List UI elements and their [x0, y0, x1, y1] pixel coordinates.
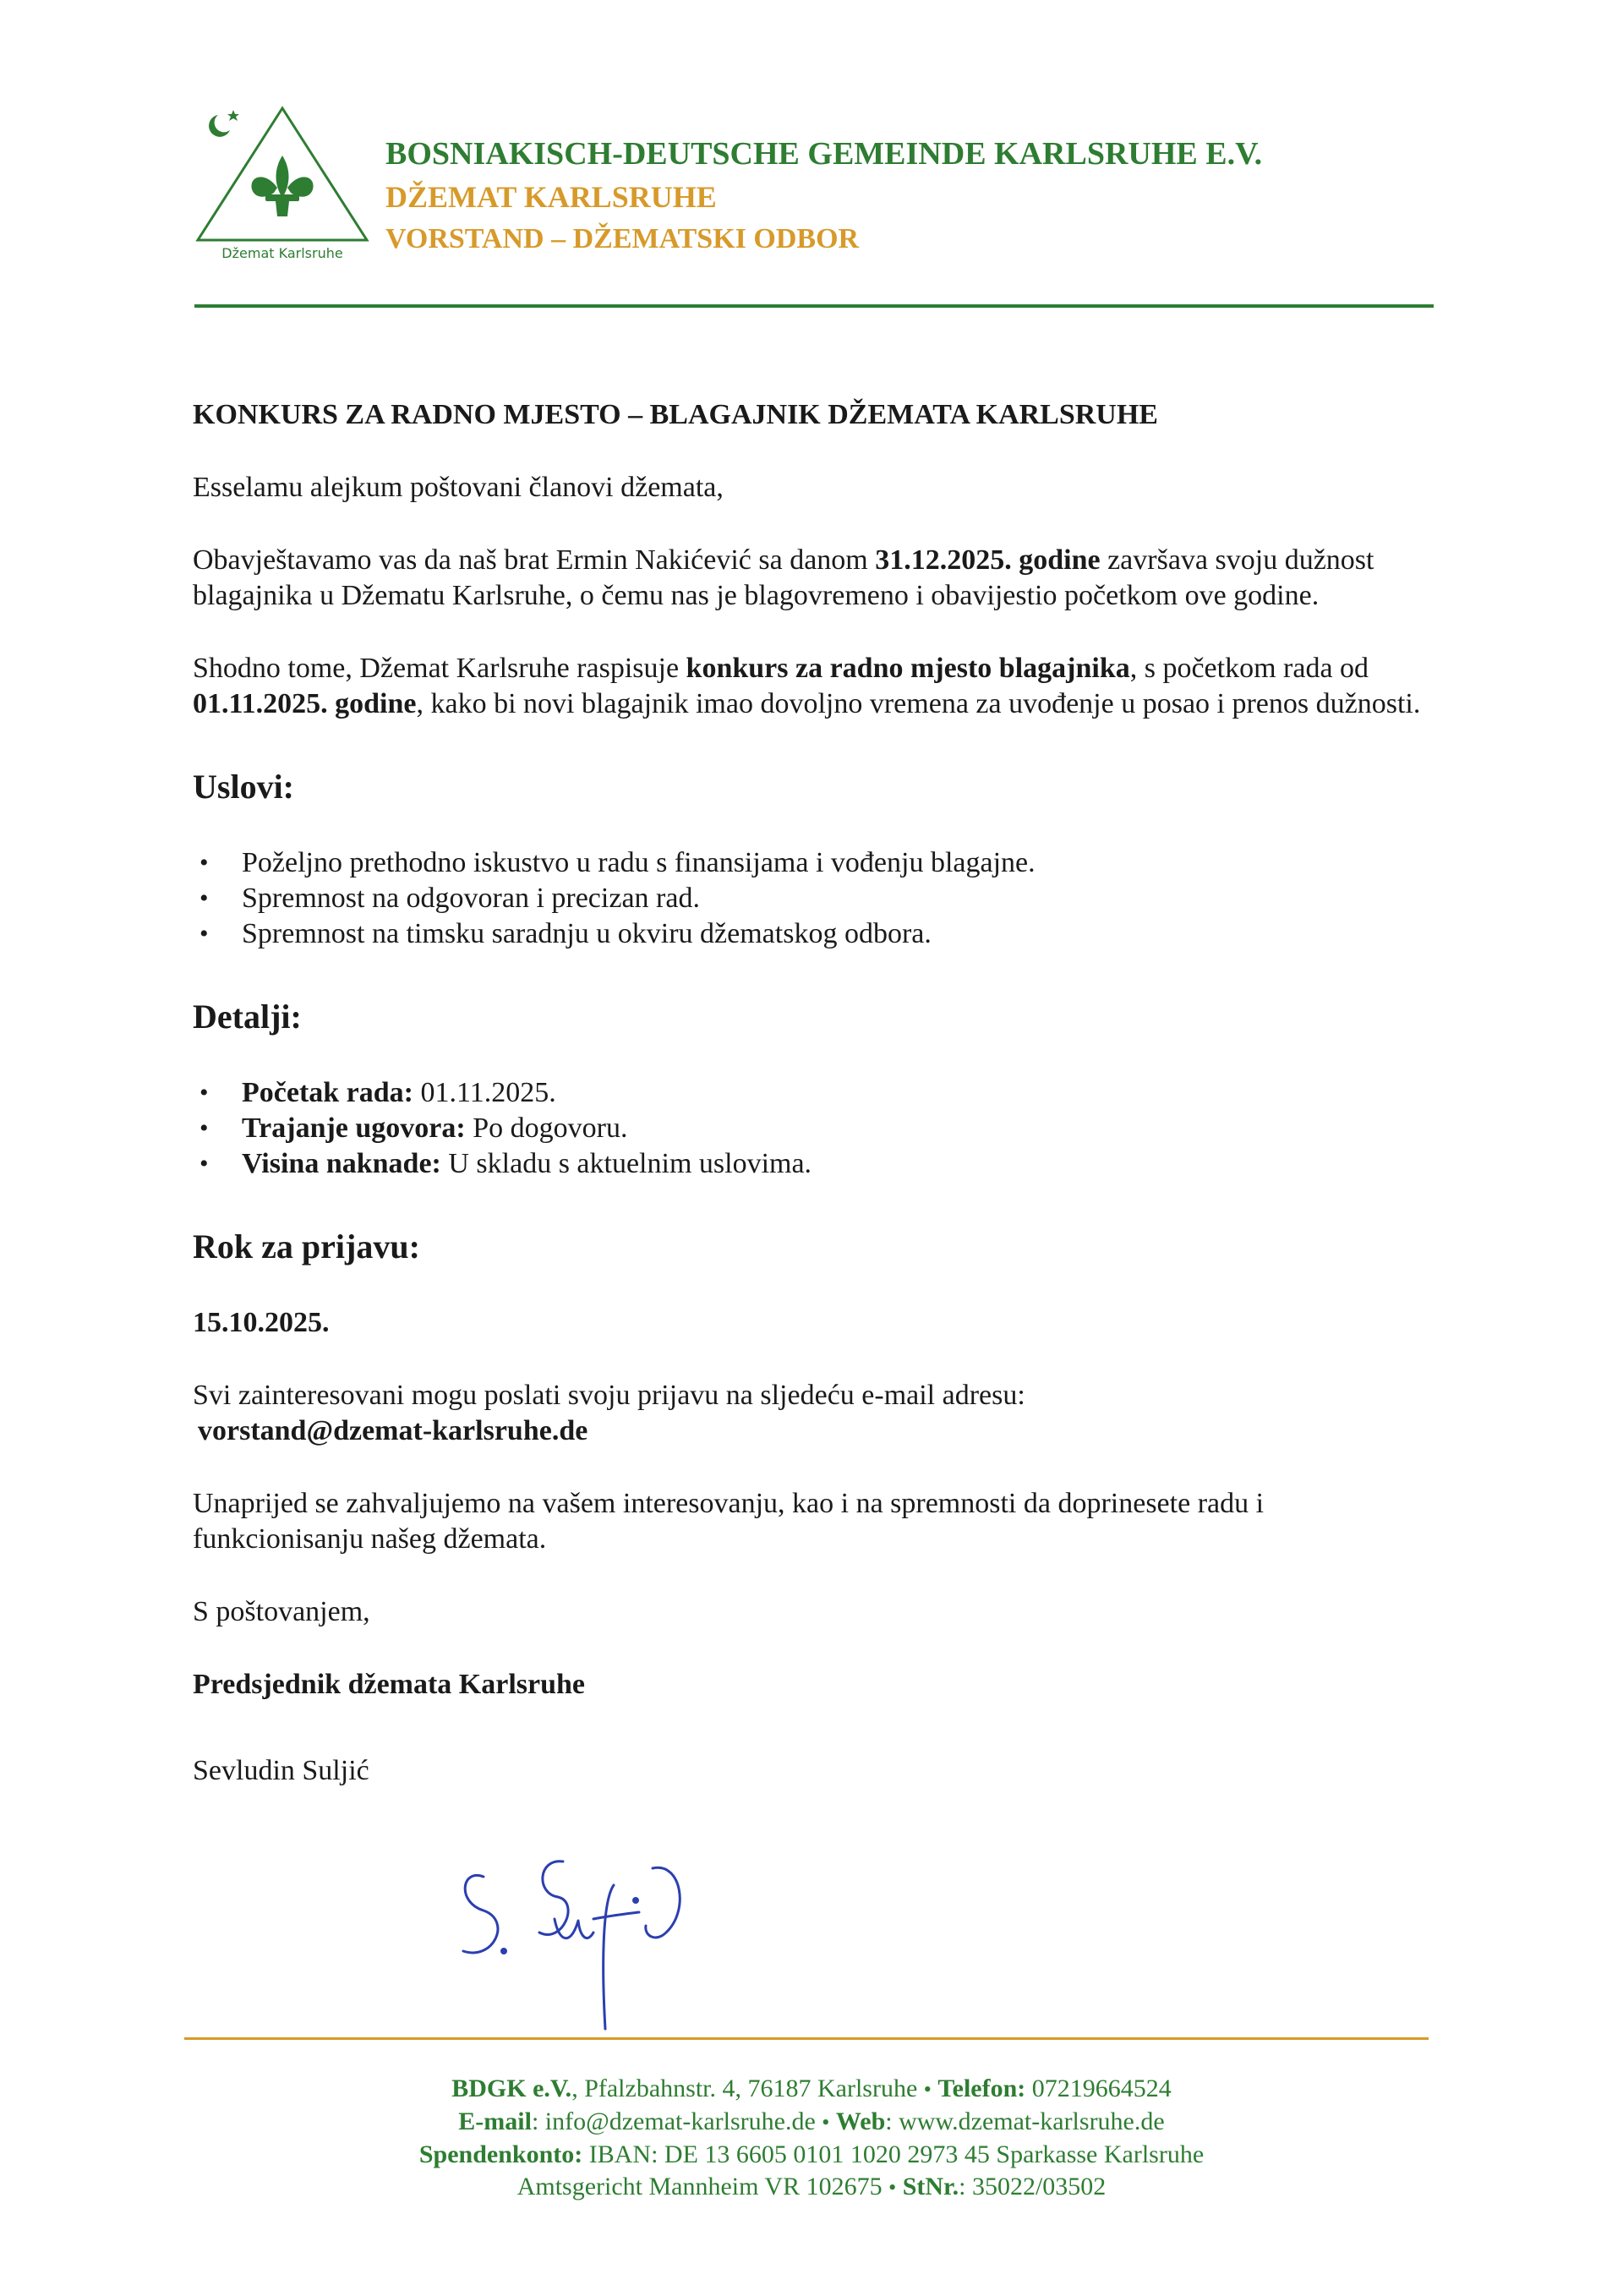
- board-name: VORSTAND – DŽEMATSKI ODBOR: [385, 223, 860, 254]
- bullet-icon: •: [199, 920, 209, 948]
- details-list: [193, 1075, 1435, 1182]
- organization-subtitle: DŽEMAT KARLSRUHE: [385, 180, 717, 214]
- thanks-paragraph: Unaprijed se zahvaljujemo na vašem interesovanju, kao i na spremnosti da doprinesete radu i funkcionisanju našeg džemata.: [193, 1488, 1265, 1555]
- apply-text: Svi zainteresovani mogu poslati svoju prijavu na sljedeću e-mail adresu:: [193, 1380, 1025, 1411]
- list-item: • Trajanje ugovora: Po dogovoru.: [242, 1111, 1435, 1146]
- footer-divider: [184, 2037, 1429, 2040]
- paragraph-announcement: Obavještavamo vas da naš brat Ermin Nakićević sa danom 31.12.2025. godine završava svoju dužnost blagajnika u Džematu Karlsruhe, o čemu nas je blagovremeno i obavijestio početkom ove godine.: [193, 544, 1374, 611]
- crescent-star-icon: [209, 110, 239, 137]
- footer-line-contact: E-mail: info@dzemat-karlsruhe.de • Web: www.dzemat-karlsruhe.de: [458, 2107, 1165, 2135]
- list-item: • Poželjno prethodno iskustvo u radu s finansijama i vođenju blagajne.: [242, 845, 1435, 881]
- details-heading: Detalji:: [193, 998, 302, 1036]
- footer-line-bank: Spendenkonto: IBAN: DE 13 6605 0101 1020 2973 45 Sparkasse Karlsruhe: [418, 2140, 1205, 2168]
- footer-email-link[interactable]: : info@dzemat-karlsruhe.de: [531, 2107, 816, 2135]
- bullet-icon: •: [199, 1079, 209, 1107]
- footer-line-registry: Amtsgericht Mannheim VR 102675 • StNr.: 35022/03502: [516, 2173, 1107, 2200]
- separator-dot-icon: •: [923, 2077, 932, 2102]
- list-item: • Početak rada: 01.11.2025.: [242, 1075, 1435, 1111]
- fleur-de-lis-icon: [251, 156, 313, 216]
- footer: [169, 2073, 1454, 2204]
- bullet-icon: •: [199, 1114, 209, 1142]
- greeting: Esselamu alejkum poštovani članovi džemata,: [193, 472, 724, 503]
- list-item: • Spremnost na timsku saradnju u okviru džematskog odbora.: [242, 916, 1435, 952]
- signatory-title: Predsjednik džemata Karlsruhe: [193, 1669, 586, 1700]
- bullet-icon: •: [199, 884, 209, 912]
- separator-dot-icon: •: [822, 2110, 830, 2135]
- closing: S poštovanjem,: [193, 1596, 370, 1627]
- deadline-date: 15.10.2025.: [193, 1307, 330, 1338]
- signatory-name: Sevludin Suljić: [193, 1755, 369, 1786]
- conditions-heading: Uslovi:: [193, 768, 294, 806]
- header-divider: [194, 304, 1434, 308]
- footer-web-link[interactable]: : www.dzemat-karlsruhe.de: [885, 2107, 1165, 2135]
- organization-name: BOSNIAKISCH-DEUTSCHE GEMEINDE KARLSRUHE E.V.: [385, 136, 1263, 172]
- document-title: KONKURS ZA RADNO MJESTO – BLAGAJNIK DŽEMATA KARLSRUHE: [193, 399, 1158, 430]
- deadline-heading: Rok za prijavu:: [193, 1227, 420, 1266]
- list-item: • Visina naknade: U skladu s aktuelnim uslovima.: [242, 1146, 1435, 1182]
- bullet-icon: •: [199, 849, 209, 877]
- list-item: • Spremnost na odgovoran i precizan rad.: [242, 881, 1435, 916]
- bullet-icon: •: [199, 1150, 209, 1178]
- paragraph-vacancy: Shodno tome, Džemat Karlsruhe raspisuje konkurs za radno mjesto blagajnika, s početkom rada od 01.11.2025. godine, kako bi novi blagajnik imao dovoljno vremena za uvođenje u posao i prenos dužnosti.: [193, 653, 1421, 719]
- logo-caption: Džemat Karlsruhe: [221, 245, 343, 261]
- footer-line-address: BDGK e.V., Pfalzbahnstr. 4, 76187 Karlsruhe • Telefon: 07219664524: [451, 2075, 1172, 2102]
- conditions-list: [193, 845, 1435, 952]
- apply-email-link[interactable]: vorstand@dzemat-karlsruhe.de: [198, 1415, 588, 1446]
- handwritten-signature: [445, 1851, 707, 2063]
- letter-body: [193, 397, 1435, 1789]
- separator-dot-icon: •: [888, 2175, 897, 2200]
